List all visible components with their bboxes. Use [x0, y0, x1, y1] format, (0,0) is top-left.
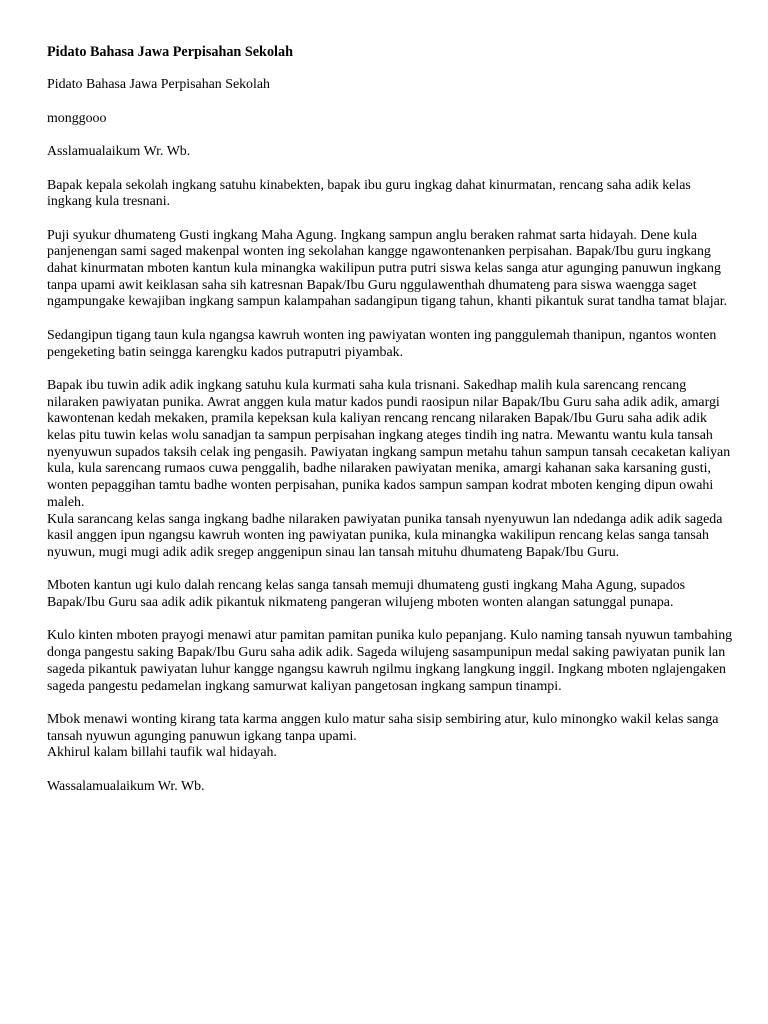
paragraph-closing: Akhirul kalam billahi taufik wal hidayah. [47, 745, 277, 761]
paragraph-gratitude: Puji syukur dhumateng Gusti ingkang Maha Agung. Ingkang sampun anglu beraken rahmat sarta hidayah. Dene kula panjenengan sami saged makenpal wonten ing sekolahan kangge ngawontenanken perpisahan. Bapak/Ibu guru ingkang dahat kinurmatan mboten kantun kula minangka wakilipun putra putri siswa kelas sanga atur agunging panuwun ingkang tanpa upami awit keiklasan saha sih katresnan Bapak/Ibu Guru nggulawenthah dhumateng para siswa waengga saget ngampungake kewajiban ingkang sampun kalampahan sadangipun tigang tahun, khanti pikantuk surat tandha tamat blajar. [47, 227, 728, 310]
paragraph-address: Bapak kepala sekolah ingkang satuhu kinabekten, bapak ibu guru ingkag dahat kinurmatan, rencang saha adik kelas ingkang kula tresnani. [47, 177, 691, 210]
paragraph-subtitle: Pidato Bahasa Jawa Perpisahan Sekolah [47, 77, 270, 93]
paragraph-final-greeting: Wassalamualaikum Wr. Wb. [47, 778, 205, 794]
paragraph-blessing: Kulo kinten mboten prayogi menawi atur pamitan pamitan punika kulo pepanjang. Kulo naming tansah nyuwun tambahing donga pangestu saking Bapak/Ibu Guru saha adik adik. Sageda wilujeng sasampunipun medal saking pawiyatan punik lan sageda pikantuk pawiyatan luhur kangge ngangsu kawruh ngilmu ingkang langkung inggil. Ingkang mboten nglajengaken sageda pangestu pedamelan ingkang samurwat kaliyan pangetosan ingkang sampun tinampi. [47, 628, 733, 694]
document-title: Pidato Bahasa Jawa Perpisahan Sekolah [47, 44, 293, 60]
paragraph-apology: Mbok menawi wonting kirang tata karma anggen kulo matur saha sisip sembiring atur, kulo minongko wakil kelas sanga tansah nyuwun agunging panuwun igkang tanpa upami. [47, 711, 719, 744]
paragraph-three-years: Sedangipun tigang taun kula ngangsa kawruh wonten ing pawiyatan wonten ing panggulemah thanipun, ngantos wonten pengeketing batin seingga karengku kados putraputri piyambak. [47, 327, 717, 360]
paragraph-prayer: Mboten kantun ugi kulo dalah rencang kelas sanga tansah memuji dhumateng gusti ingkang Maha Agung, supados Bapak/Ibu Guru saa adik adik pikantuk nikmateng pangeran wilujeng mboten wonten alangan satunggal punapa. [47, 578, 686, 611]
document-page [47, 44, 737, 812]
paragraph-greeting: Asslamualaikum Wr. Wb. [47, 144, 191, 160]
paragraph-hope-juniors: Kula sarancang kelas sanga ingkang badhe nilaraken pawiyatan punika tansah nyenyuwun lan ndedanga adik adik sageda kasil anggen ipun ngangsu kawruh wonten ing pawiyatan punika, kula minangka wakilipun rencang kelas sanga tansah nyuwun, mugi mugi adik adik sregep anggenipun sinau lan tansah mituhu dhumateng Bapak/Ibu Guru. [47, 511, 723, 560]
paragraph-farewell: Bapak ibu tuwin adik adik ingkang satuhu kula kurmati saha kula trisnani. Sakedhap malih kula sarencang rencang nilaraken pawiyatan punika. Awrat anggen kula matur kados pundi raosipun nilar Bapak/Ibu Guru saha adik adik, amargi kawontenan kedah mekaken, pramila kepeksan kula kaliyan rencang rencang nilaraken Bapak/Ibu Guru saha adik adik kelas pitu tuwin kelas wolu sanadjan ta sampun perpisahan ingkang ateges tindih ing natra. Mewantu wantu kula tansah nyenyuwun supados taksih celak ing pengasih. Pawiyatan ingkang sampun metahu tahun sampun tansah cecaketan kaliyan kula, kula sarencang rumaos cuwa penggalih, badhe nilaraken pawiyatan menika, amargi kahanan saka karsaning gusti, wonten pepaggihan tamtu badhe wonten perpisahan, punika kados sampun sampan kodrat mboten kenging dipun owahi maleh. [47, 377, 731, 510]
paragraph-monggooo: monggooo [47, 110, 107, 126]
